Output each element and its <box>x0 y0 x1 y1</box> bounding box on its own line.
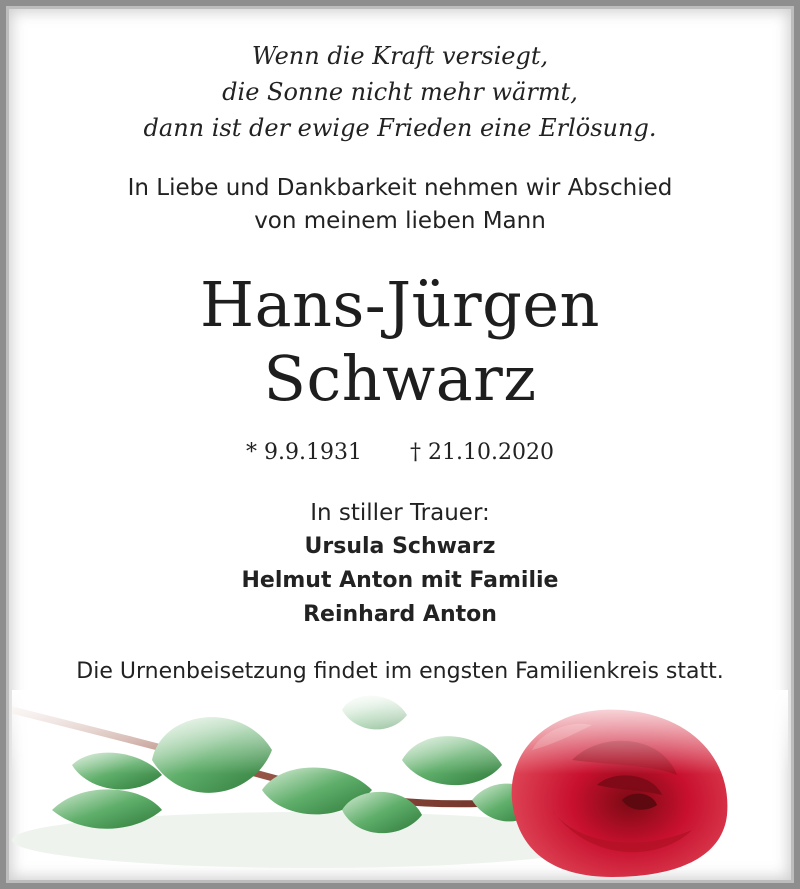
poem-verse <box>0 38 800 146</box>
poem-line: dann ist der ewige Frieden eine Erlösung. <box>143 114 657 142</box>
mourners-list <box>0 530 800 632</box>
mourner-name: Ursula Schwarz <box>304 534 496 559</box>
death-date: † 21.10.2020 <box>410 440 554 465</box>
intro-line: von meinem lieben Mann <box>254 208 546 234</box>
mourner-name: Reinhard Anton <box>303 602 497 627</box>
intro-line: In Liebe und Dankbarkeit nehmen wir Abschied <box>127 175 673 201</box>
deceased-name <box>0 268 800 416</box>
poem-line: die Sonne nicht mehr wärmt, <box>222 78 578 106</box>
burial-note: Die Urnenbeisetzung findet im engsten Familienkreis statt. <box>76 659 724 684</box>
mourning-label: In stiller Trauer: <box>310 500 490 526</box>
birth-date: * 9.9.1931 <box>246 440 362 465</box>
rose-image <box>12 690 788 877</box>
deceased-first-name: Hans-Jürgen <box>200 268 600 341</box>
farewell-intro <box>0 172 800 238</box>
mourner-name: Helmut Anton mit Familie <box>241 568 559 593</box>
deceased-last-name: Schwarz <box>263 342 537 415</box>
poem-line: Wenn die Kraft versiegt, <box>251 42 549 70</box>
fade-overlay <box>12 690 788 877</box>
life-dates <box>0 436 800 470</box>
